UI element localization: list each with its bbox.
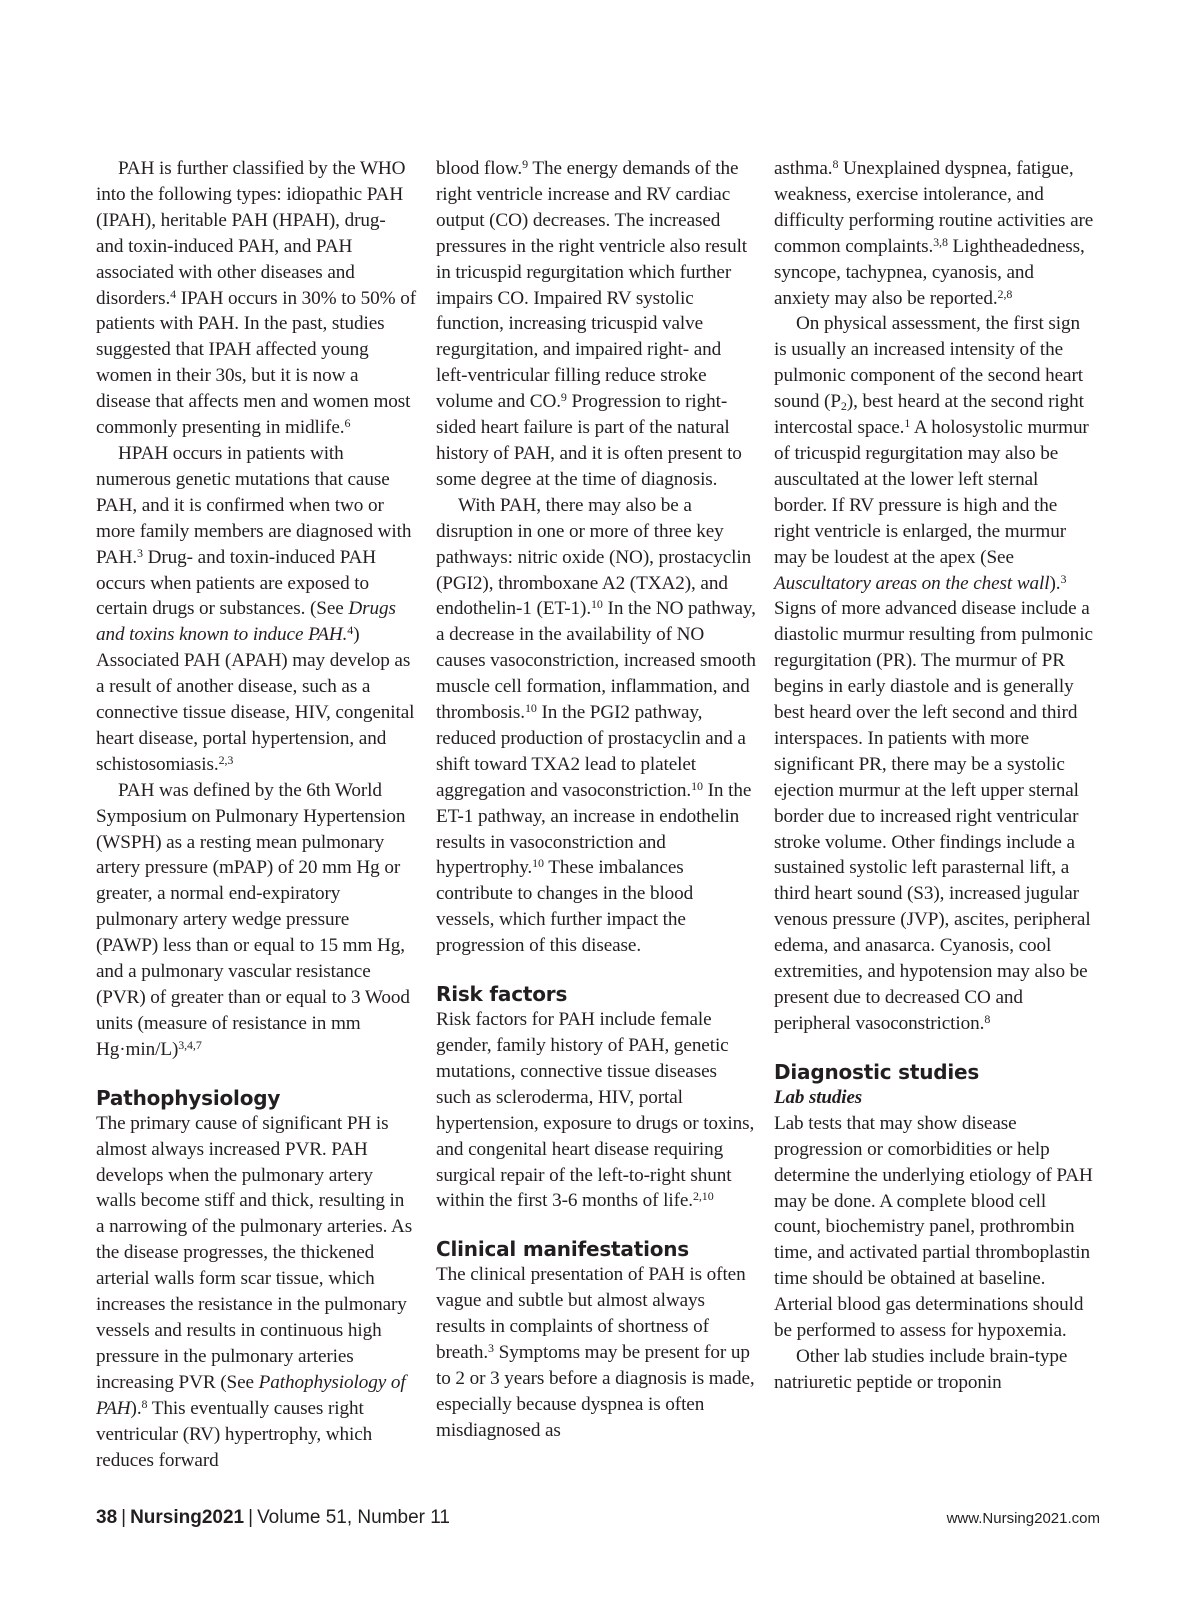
paragraph: On physical assessment, the first sign is usually an increased intensity of the pulmonic component of the second heart sound $(P_2)$, best heard at the second right intercostal space.$^1$ A holosystolic murmur of tricuspid regurgitation may also be auscultated at the lower left sternal border. If RV pressure is high and the right ventricle is enlarged, the murmur may be loudest at the apex (See Auscultatory areas on the chest wall).$^3$ Signs of more advanced disease include a diastolic murmur resulting from pulmonic regurgitation (PR). The murmur of PR begins in early diastole and is generally best heard over the left second and third interspaces. In patients with more significant PR, there may be a systolic ejection murmur at the left upper sternal border due to increased right ventricular stroke volume. Other findings include a sustained systolic left parasternal lift, a third heart sound (S3), increased jugular venous pressure (JVP), ascites, peripheral edema, and anasarca. Cyanosis, cool extremities, and hypotension may also be present due to decreased CO and peripheral vasoconstriction.$^8$ <box>774 313 1093 1034</box>
figure-reference: Pathophysiology of PAH <box>96 1371 406 1419</box>
citation: 10 <box>591 597 603 612</box>
citation: 8 <box>141 1396 148 1411</box>
citation: 3 <box>137 545 143 560</box>
paragraph: With PAH, there may also be a disruption in one or more of three key pathways: nitric oxide (NO), prostacyclin (PGI2), thromboxane A2 (TXA2), and endothelin-1 (ET-1).$^{10}$ In the NO pathway, a decrease in the availability of NO causes vasoconstriction, increased smooth muscle cell formation, inflammation, and thrombosis.$^{10}$ In the PGI2 pathway, reduced production of prostacyclin and a shift toward TXA2 lead to platelet aggregation and vasoconstriction.$^{10}$ In the ET-1 pathway, an increase in endothelin results in vasoconstriction and hypertrophy.$^{10}$ These imbalances contribute to changes in the blood vessels, which further impact the progression of this disease. <box>436 494 756 957</box>
text-column-1 <box>96 156 416 1473</box>
paragraph: PAH is further classified by the WHO into the following types: idiopathic PAH (IPAH), heritable PAH (HPAH), drug- and toxin-induced PAH, and PAH associated with other diseases and disorders.$^4$ IPAH occurs in 30% to 50% of patients with PAH. In the past, studies suggested that IPAH affected young women in their 30s, but it is now a disease that affects men and women most commonly presenting in midlife.$^6$ <box>96 158 416 439</box>
paragraph: The clinical presentation of PAH is often vague and subtle but almost always results in complaints of shortness of breath.$^3$ Symptoms may be present for up to 2 or 3 years before a diagnosis is made, especially because dyspnea is often misdiagnosed as <box>436 1264 755 1441</box>
paragraph: HPAH occurs in patients with numerous genetic mutations that cause PAH, and it is confirmed when two or more family members are diagnosed with PAH.$^3$ Drug- and toxin-induced PAH occurs when patients are exposed to certain drugs or substances. (See Drugs and toxins known to induce PAH.$^4$) Associated PAH (APAH) may develop as a result of another disease, such as a connective tissue disease, HIV, congenital heart disease, portal hypertension, and schistosomiasis.$^{2,3}$ <box>96 442 415 775</box>
citation: 10 <box>524 701 537 716</box>
citation: 4 <box>347 623 354 638</box>
citation: 10 <box>532 856 544 871</box>
paragraph: Risk factors for PAH include female gender, family history of PAH, genetic mutations, connective tissue diseases such as scleroderma, HIV, portal hypertension, exposure to drugs or toxins, and congenital heart disease requiring surgical repair of the left-to-right shunt within the first 3-6 months of life.$^{2,10}$ <box>436 1009 755 1212</box>
citation: 1 <box>904 416 911 431</box>
citation: 3,8 <box>933 234 948 249</box>
subscript: 2 <box>840 399 847 414</box>
citation: 2,10 <box>693 1189 714 1204</box>
section-heading: Clinical manifestations <box>436 1237 690 1262</box>
citation: 3,4,7 <box>178 1037 202 1052</box>
section-heading: Pathophysiology <box>96 1085 281 1110</box>
website-link[interactable]: www.Nursing2021.com <box>946 1510 1100 1527</box>
subsection-heading: Lab studies <box>774 1086 863 1108</box>
issue-info: Volume 51, Number 11 <box>257 1507 450 1528</box>
citation: 4 <box>170 286 177 301</box>
paragraph: asthma.$^8$ Unexplained dyspnea, fatigue, weakness, exercise intolerance, and difficulty performing routine activities are common complaints.$^{3,8}$ Lightheadedness, syncope, tachypnea, cyanosis, and anxiety may also be reported.$^{2,8}$ <box>774 157 1094 309</box>
citation: 3 <box>488 1341 494 1356</box>
citation: 10 <box>691 778 703 793</box>
section-heading: Diagnostic studies <box>774 1059 980 1084</box>
magazine-title: Nursing2021 <box>130 1507 245 1528</box>
citation: 9 <box>560 390 567 405</box>
citation: 2,3 <box>218 752 234 767</box>
footer-separator: | <box>121 1507 127 1528</box>
text-column-3 <box>774 156 1094 1396</box>
figure-reference: Auscultatory areas on the chest wall <box>774 572 1050 594</box>
citation: 3 <box>1060 571 1067 586</box>
paragraph: PAH was defined by the 6th World Symposium on Pulmonary Hypertension (WSPH) as a resting mean pulmonary artery pressure (mPAP) of 20 mm Hg or greater, a normal end-expiratory pulmonary artery wedge pressure (PAWP) less than or equal to 15 mm Hg, and a pulmonary vascular resistance (PVR) of greater than or equal to 3 Wood units (measure of resistance in mm Hg·min/L)$^{3,4,7}$ <box>96 779 410 1060</box>
citation: 9 <box>522 157 529 171</box>
text-column-2 <box>436 156 756 1444</box>
citation: 2,8 <box>997 286 1013 301</box>
figure-reference: Drugs and toxins known to induce PAH. <box>96 598 396 646</box>
section-heading: Risk factors <box>436 982 568 1007</box>
page-footer <box>96 1507 450 1529</box>
paragraph: Lab tests that may show disease progression or comorbidities or help determine the underlying etiology of PAH may be done. A complete blood cell count, biochemistry panel, prothrombin time, and activated partial thromboplastin time should be obtained at baseline. Arterial blood gas determinations should be performed to assess for hypoxemia. <box>774 1112 1093 1342</box>
paragraph: Other lab studies include brain-type natriuretic peptide or troponin <box>774 1345 1068 1393</box>
citation: 8 <box>984 1011 991 1026</box>
page-number: 38 <box>96 1507 118 1528</box>
paragraph: The primary cause of significant PH is almost always increased PVR. PAH develops when the pulmonary artery walls become stiff and thick, resulting in a narrowing of the pulmonary arteries. As the disease progresses, the thickened arterial walls form scar tissue, which increases the resistance in the pulmonary vessels and results in continuous high pressure in the pulmonary arteries increasing PVR (See Pathophysiology of PAH).$^8$ This eventually causes right ventricular (RV) hypertrophy, which reduces forward <box>96 1112 413 1471</box>
footer-separator: | <box>248 1507 254 1528</box>
citation: 8 <box>832 157 839 171</box>
citation: 6 <box>344 416 351 431</box>
paragraph: blood flow.$^9$ The energy demands of the right ventricle increase and RV cardiac output (CO) decreases. The increased pressures in the right ventricle also result in tricuspid regurgitation which further impairs CO. Impaired RV systolic function, increasing tricuspid valve regurgitation, and impaired right- and left-ventricular filling reduce stroke volume and CO.$^9$ Progression to right-sided heart failure is part of the natural history of PAH, and it is often present to some degree at the time of diagnosis. <box>436 157 748 490</box>
